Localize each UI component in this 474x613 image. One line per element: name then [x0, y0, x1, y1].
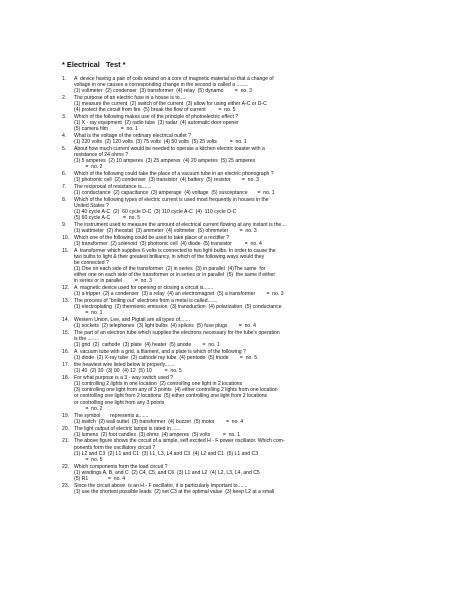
question-body [74, 426, 444, 438]
question-line: either one on each side of the transformer or in series or in parallel (5) the same if either [74, 272, 276, 279]
question-line: The above figure shows the circuit of a simple, self excited H - F power oscillator. Which com- [74, 438, 285, 445]
question-number: 16. [62, 349, 70, 356]
question-line: United States ? [74, 203, 109, 210]
question-line: = no. 2 [74, 405, 103, 412]
question-item [62, 76, 444, 94]
question-number: 14. [62, 317, 70, 324]
question-line: (5) 60 cycle A-C = no. 5 [74, 215, 141, 222]
question-body [74, 197, 444, 221]
question-body [74, 235, 444, 247]
question-line: (1) switch (2) wall outlet (3) transformer (4) buzzer (5) motor = no. 4 [74, 418, 244, 425]
question-item [62, 197, 444, 221]
question-line: Since the circuit above is an H - F oscillator, it is particularly important to....... [74, 482, 248, 489]
question-line: Which of the following makes use of the principle of photoelectric effect ? [74, 114, 239, 121]
question-line: (1) sockets (2) telephones (3) light bulbs (4) splices (5) fuse plugs = no. 4 [74, 323, 256, 330]
question-line: the heaviest wire listed below is properly....... [74, 362, 175, 369]
question-number: 4. [62, 133, 67, 140]
question-line: or controlling one light from any 3 points [74, 399, 165, 406]
question-item [62, 248, 444, 284]
question-item [62, 285, 444, 297]
question-number: 21. [62, 438, 70, 445]
question-number: 17. [62, 362, 70, 369]
question-body [74, 76, 444, 94]
question-line: (1) use the shortest possible leads (2) set C3 at the optimal value (3) keep L2 at a small [74, 488, 275, 495]
question-line: (1) a tripper (2) a condenser (3) a relay (4) an electromagnet (5) a transformer = no. 3 [74, 291, 284, 298]
question-number: 3. [62, 114, 67, 121]
question-line: (1) diode (2) X-ray tube (3) cathode ray tube (4) pentode (5) triode = no. 5 [74, 355, 258, 362]
question-line: About how much current would be needed to operate a kitchen electric toaster with a [74, 146, 265, 153]
question-body [74, 483, 444, 495]
question-number: 11. [62, 248, 69, 255]
question-line: (1) wattmeter (2) rheostat (3) ammeter (4) voltmeter (5) ohmmeter = no. 3 [74, 228, 257, 235]
question-body [74, 317, 444, 329]
question-line: resistance of 24 ohms ? [74, 152, 129, 159]
question-number: 9. [62, 222, 67, 229]
question-number: 13. [62, 298, 70, 305]
question-body [74, 438, 444, 462]
question-line: (1) voltmeter (2) condenser (3) transformer (4) relay (5) dynamo = no. 3 [74, 88, 252, 95]
question-number: 15. [62, 330, 70, 337]
question-item [62, 114, 444, 132]
question-item [62, 483, 444, 495]
question-line: (1) L2 and C3 (2) L1 and C1 (3) L1, L3, L4 and C3 (4) L2 and C1 (5) L1 and C3 [74, 450, 259, 457]
question-line: Which one of the following could be used to take place of a rectifier ? [74, 235, 230, 242]
question-line: The part of an electron tube which supplies the electrons necessary for the tube's operation [74, 330, 280, 337]
question-line: Which components form the load circuit ? [74, 463, 168, 470]
question-line: (1) photronic cell (2) condenser (3) transistor (4) battery (5) resistor = no. 3 [74, 177, 259, 184]
question-line: (1) 220 volts (2) 120 volts (3) 75 volts (4) 50 volts (5) 25 volts = no. 1 [74, 139, 247, 146]
question-line: be connected ? [74, 260, 109, 267]
question-item [62, 375, 444, 411]
question-item [62, 95, 444, 113]
question-line: (4) protect the circuit from fire (5) break the flow of current = no. 5 [74, 107, 236, 114]
question-line: The light output of electric lamps is rated in....... [74, 425, 181, 432]
question-number: 22. [62, 463, 70, 470]
question-body [74, 362, 444, 374]
question-body [74, 133, 444, 145]
question-body [74, 146, 444, 170]
question-number: 6. [62, 171, 67, 178]
question-line: (1) windings A, B, and C (2) C4, C5, and C6 (3) L1 and L2 (4) L2, L3, L4, and C5 [74, 469, 260, 476]
question-body [74, 248, 444, 284]
question-line: The process of "boiling out" electrons from a metal is called....... [74, 298, 218, 305]
question-line: A transformer which supplies 6 volts is connected to two light bulbs. In order to cause the [74, 248, 276, 255]
question-line: A vacuum tube with a grid, a filament, and a plate is which of the following ? [74, 349, 246, 356]
question-line: or controlling one light from 2 locations (5) either controlling one light from 2 locations [74, 393, 268, 400]
question-line: (1) 40 cycle A-C (2) 60 cycle D-C (3) 110 cycle A-C (4) 110 cycle D-C [74, 209, 237, 216]
question-item [62, 171, 444, 183]
question-item [62, 438, 444, 462]
question-line: = no. 2 [74, 164, 103, 171]
question-number: 2. [62, 95, 67, 102]
question-line: A magnetic device used for opening or closing a circuit is....... [74, 285, 214, 292]
question-item [62, 317, 444, 329]
question-line: Which of the following types of electric current is used most frequently in houses in the [74, 197, 269, 204]
question-number: 18. [62, 375, 70, 382]
question-line: The purpose of an electric fuse in a house is to..... [74, 95, 187, 102]
question-line: (1) controlling 2 lights in one location (2) controlling one light in 2 locations [74, 381, 243, 388]
question-body [74, 95, 444, 113]
question-number: 5. [62, 146, 67, 153]
page-title: * Electrical Test * [62, 60, 126, 69]
question-line: Western Union, Lee, and Pigtail are all types of....... [74, 317, 190, 324]
question-line: is the ........ [74, 336, 99, 343]
question-item [62, 330, 444, 348]
question-line: (3) controlling one light from any of 3 points (4) either controlling 2 lights from one location [74, 387, 278, 394]
question-body [74, 330, 444, 348]
question-body [74, 349, 444, 361]
question-item [62, 133, 444, 145]
question-line: What is the voltage of the ordinary electrical outlet ? [74, 133, 191, 140]
question-body [74, 184, 444, 196]
question-line: = no. 5 [74, 456, 103, 463]
question-list [62, 76, 444, 495]
question-line: ponents form the oscillatory circuit ? [74, 444, 156, 451]
question-item [62, 413, 444, 425]
question-line: = no. 1 [74, 310, 103, 317]
question-line: (1) transformer (2) solenoid (3) photronic cell (4) diode (5) transistor = no. 4 [74, 241, 262, 248]
question-item [62, 184, 444, 196]
question-line: (1) One on each side of the transformer (2) in series (3) in parallel (4)The same for [74, 266, 266, 273]
question-line: (1) 5 amperes (2) 10 amperes (3) 25 amperes (4) 20 amperes (5) 25 amperes [74, 158, 256, 165]
question-body [74, 285, 444, 297]
question-number: 12. [62, 285, 70, 292]
question-line: (5) camera film = no. 1 [74, 126, 138, 133]
question-body [74, 464, 444, 482]
question-number: 19. [62, 412, 70, 419]
question-line: The symbol represents a....... [74, 412, 149, 419]
question-line: (5) R1 = no. 4 [74, 475, 126, 482]
question-item [62, 349, 444, 361]
question-line: (1) measure the current (2) switch of the current (3) allow for using either A-C or D-C [74, 101, 267, 108]
question-line: voltage in one causes a corresponding change in the second is called a ........ [74, 82, 248, 89]
question-item [62, 362, 444, 374]
question-line: A device having a pair of coils wound on a core of magnetic material so that a change of [74, 76, 274, 82]
question-number: 8. [62, 197, 67, 204]
question-line: two bulbs to light & their greatest brilliancy, in which of the following ways would they [74, 254, 265, 261]
question-body [74, 171, 444, 183]
question-line: The reciprocal of resistance is....... [74, 184, 152, 191]
question-item [62, 146, 444, 170]
question-line: in series or in parallel = no. 3 [74, 278, 153, 285]
question-item [62, 298, 444, 316]
question-body [74, 114, 444, 132]
question-line: (1) lumens (2) foot candles (3) ohms (4) amperes (5) volts = no. 1 [74, 431, 241, 438]
question-body [74, 413, 444, 425]
question-line: Which of the following could take the place of a vacuum tube in an electric phonograph ? [74, 171, 274, 178]
question-line: For what purpose is a 3 - way switch used ? [74, 375, 174, 382]
question-line: (1) 40 (2) 30 (3) 00 (4) 12 (5) 10 = no. 5 [74, 368, 182, 375]
question-item [62, 464, 444, 482]
question-line: The instrument used to measure the amount of electrical current flowing at any instant is the.... [74, 222, 287, 229]
question-item [62, 222, 444, 234]
question-line: (1) X - ray equipment (2) radio tube (3) radar (4) automatic door opener [74, 120, 239, 127]
question-number: 20. [62, 425, 70, 432]
question-body [74, 222, 444, 234]
question-item [62, 235, 444, 247]
question-item [62, 426, 444, 438]
question-number: 7. [62, 184, 67, 191]
question-body [74, 298, 444, 316]
question-number: 10. [62, 235, 70, 242]
question-number: 23. [62, 482, 70, 489]
question-body [74, 375, 444, 411]
question-line: (1) conductance (2) capacitance (3) amperage (4) voltage (5) susceptance = no. 1 [74, 190, 275, 197]
question-line: (1) electroplating (2) thermionic emission (3) transduction (4) polarization (5) conductance [74, 304, 282, 311]
question-number: 1. [62, 76, 67, 82]
question-line: (1) grid (2) cathode (3) plate (4) heater (5) anode = no. 1 [74, 342, 220, 349]
